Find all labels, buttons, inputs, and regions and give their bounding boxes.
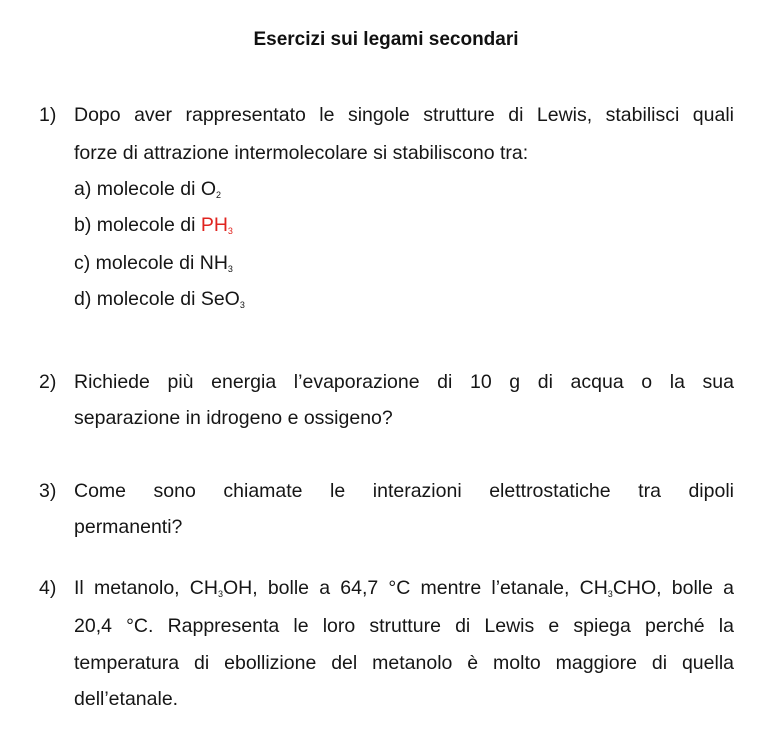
question-4-number: 4) xyxy=(39,577,57,599)
question-2-number: 2) xyxy=(39,371,57,393)
list-item-b: b) molecole di $PH_3$ xyxy=(74,214,233,236)
formula-nh3: $NH_3$ xyxy=(199,252,233,274)
question-4-line-4: dell’etanale. xyxy=(74,688,179,710)
formula-seo3: SeO$_3$ xyxy=(200,288,245,310)
formula-ph3: $PH_3$ xyxy=(200,214,233,236)
formula-o2: $O_2$ xyxy=(200,178,222,200)
question-1-line-1: Dopo aver rappresentato le singole strutture di Lewis, stabilisci quali xyxy=(74,104,734,126)
question-4-line-2: 20,4 °C. Rappresenta le loro strutture di Lewis e spiega perché la xyxy=(74,615,734,637)
question-2-line-1: Richiede più energia l’evaporazione di 10 g di acqua o la sua xyxy=(74,371,734,393)
question-4-line-3: temperatura di ebollizione del metanolo è molto maggiore di quella xyxy=(74,652,734,674)
question-1-line-2: forze di attrazione intermolecolare si stabiliscono tra: xyxy=(74,142,529,164)
question-1-number: 1) xyxy=(39,104,57,126)
list-item-c: c) molecole di $NH_3$ xyxy=(74,252,233,274)
list-item-a: a) molecole di $O_2$ xyxy=(74,178,222,200)
question-4-line-1: Il metanolo, $CH_3OH$, bolle a 64,7 °C mentre l’etanale, $CH_3CHO$, bolle a xyxy=(74,577,734,599)
question-2-line-2: separazione in idrogeno e ossigeno? xyxy=(74,407,393,429)
question-3-line-1: Come sono chiamate le interazioni elettrostatiche tra dipoli xyxy=(74,480,734,502)
page-title: Esercizi sui legami secondari xyxy=(253,29,519,50)
list-item-d: d) molecole di SeO$_3$ xyxy=(74,288,245,310)
question-3-number: 3) xyxy=(39,480,57,502)
question-3-line-2: permanenti? xyxy=(74,516,183,538)
